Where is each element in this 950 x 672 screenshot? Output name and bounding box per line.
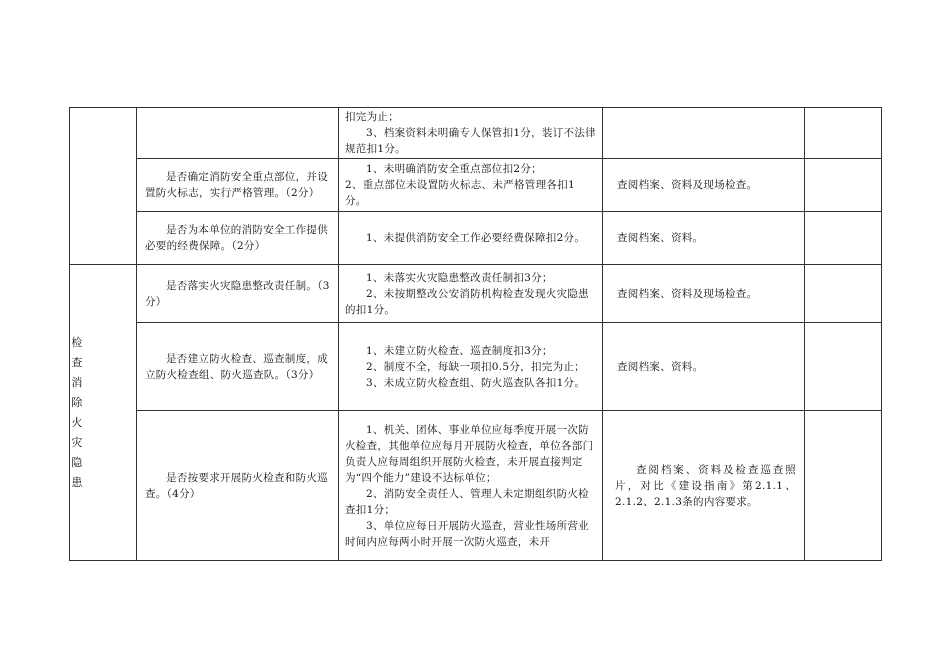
rule-line: 3、档案资料未明确专人保管扣1分，装订不法律规范扣1分。 <box>345 127 596 155</box>
category-cell-continued <box>70 108 137 265</box>
rule-cell <box>339 411 603 561</box>
item-cell <box>137 323 339 411</box>
score-cell <box>805 265 882 323</box>
item-text: 是否按要求开展防火检查和防火巡查。（4分） <box>145 471 328 500</box>
score-cell <box>805 212 882 265</box>
score-cell <box>805 323 882 411</box>
table-row <box>70 108 882 159</box>
table-row <box>70 323 882 411</box>
rule-line: 1、未建立防火检查、巡查制度扣3分； <box>366 344 553 357</box>
item-cell <box>137 212 339 265</box>
item-text: 是否为本单位的消防安全工作提供必要的经费保障。（2分） <box>145 224 328 252</box>
method-cell <box>603 411 805 561</box>
table-row <box>70 159 882 212</box>
rule-line: 1、未提供消防安全工作必要经费保障扣2分。 <box>366 232 586 244</box>
method-text: 查阅档案、资料及现场检查。 <box>617 287 758 300</box>
rule-line: 2、重点部位未设置防火标志、未严格管理各扣1分。 <box>345 179 575 207</box>
method-cell <box>603 265 805 323</box>
category-cell <box>70 265 137 561</box>
method-text: 查阅档案、资料。 <box>617 232 704 244</box>
rule-cell <box>339 212 603 265</box>
method-cell <box>603 159 805 212</box>
method-text: 查阅档案、资料。 <box>617 360 704 373</box>
item-text: 是否落实火灾隐患整改责任制。（3分） <box>145 279 330 308</box>
table-row <box>70 212 882 265</box>
item-text: 是否确定消防安全重点部位，并设置防火标志，实行严格管理。（2分） <box>145 171 328 199</box>
method-text: 查阅档案、资料及检查巡查照片，对比《建设指南》第2.1.1、2.1.2、2.1.3条的内容要求。 <box>615 463 796 508</box>
table-row <box>70 265 882 323</box>
score-cell <box>805 411 882 561</box>
item-cell <box>137 411 339 561</box>
method-cell <box>603 212 805 265</box>
rule-line: 扣完为止； <box>345 111 399 123</box>
item-cell <box>137 159 339 212</box>
rule-line: 2、未按期整改公安消防机构检查发现火灾隐患的扣1分。 <box>345 287 589 316</box>
rule-line: 3、未成立防火检查组、防火巡查队各扣1分。 <box>366 376 586 389</box>
score-cell <box>805 108 882 159</box>
item-cell <box>137 265 339 323</box>
method-cell <box>603 323 805 411</box>
item-text: 是否建立防火检查、巡查制度，成立防火检查组、防火巡查队。（3分） <box>145 352 328 381</box>
rule-cell <box>339 159 603 212</box>
rule-line: 2、制度不全，每缺一项扣0.5分，扣完为止； <box>366 360 585 373</box>
rule-cell <box>339 323 603 411</box>
rule-line: 3、单位应每日开展防火巡查，营业性场所营业时间内应每两小时开展一次防火巡查，未开 <box>345 519 589 548</box>
item-cell <box>137 108 339 159</box>
score-cell <box>805 159 882 212</box>
rule-line: 1、机关、团体、事业单位应每季度开展一次防火检查，其他单位应每月开展防火检查，单位各部门负责人应每周组织开展防火检查，未开展直接判定为“四个能力”建设不达标单位； <box>345 423 594 484</box>
method-text: 查阅档案、资料及现场检查。 <box>617 179 758 191</box>
method-cell <box>603 108 805 159</box>
category-label: 检查消除火灾隐患 <box>71 335 83 489</box>
rule-line: 1、未落实火灾隐患整改责任制扣3分； <box>366 271 553 284</box>
rule-cell <box>339 265 603 323</box>
table-row <box>70 411 882 561</box>
rule-line: 1、未明确消防安全重点部位扣2分； <box>366 163 542 175</box>
rule-cell <box>339 108 603 159</box>
inspection-table <box>69 107 882 561</box>
rule-line: 2、消防安全责任人、管理人未定期组织防火检查扣1分； <box>345 487 589 516</box>
